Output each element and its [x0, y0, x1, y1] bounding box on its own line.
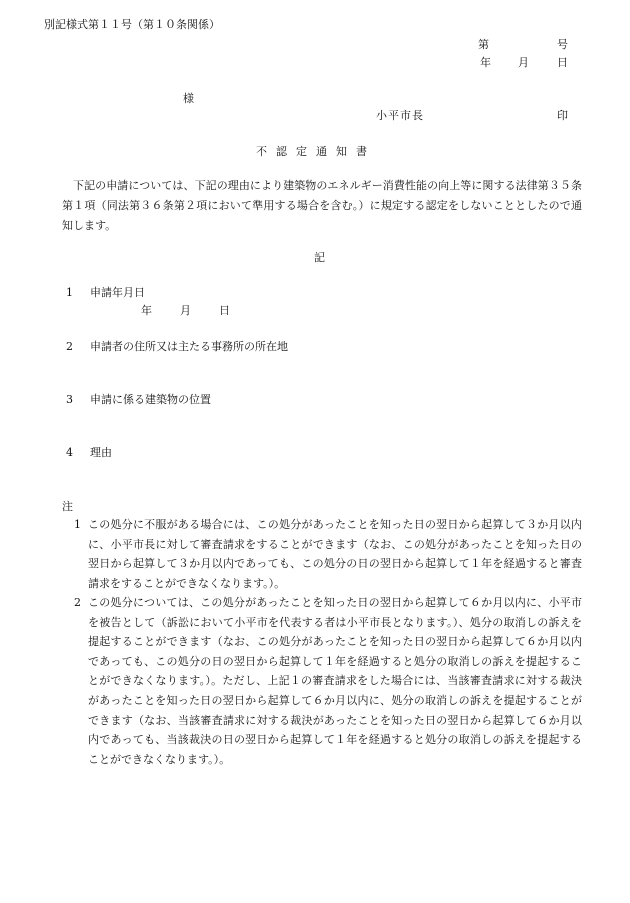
note-1-number: 1: [74, 518, 81, 531]
item-1-day: 日: [219, 304, 230, 317]
record-heading: 記: [314, 251, 325, 264]
addressee-honorific: 様: [183, 92, 194, 105]
note-1-text: この処分に不服がある場合には、この処分があったことを知った日の翌日から起算して３か月以内に、小平市長に対して審査請求をすることができます（なお、この処分があったことを知った日の翌日から起算して３か月以内であっても、この処分の日の翌日から起算して１年を経過すると審査請求をすることができなくなります。）。: [88, 518, 582, 590]
note-2-number: 2: [74, 596, 81, 609]
item-1-year: 年: [141, 304, 152, 317]
note-item-1: [74, 515, 582, 593]
item-1-label: 申請年月日: [90, 286, 145, 299]
item-4-number: 4: [66, 446, 73, 459]
issue-date-year: 年: [480, 56, 491, 69]
note-2-text: この処分については、この処分があったことを知った日の翌日から起算して６か月以内に、小平市を被告として（訴訟において小平市を代表する者は小平市長となります。）、処分の取消しの訴えを提起することができます（なお、この処分があったことを知った日の翌日から起算して６か月以内であっても、この処分の日の翌日から起算して１年を経過すると処分の取消しの訴えを提起することができなくなります。）。ただし、上記１の審査請求をした場合には、当該審査請求に対する裁決があったことを知った日の翌日から起算して６か月以内に、処分の取消しの訴えを提起することができます（なお、当該審査請求に対する裁決があったことを知った日の翌日から起算して６か月以内であっても、当該裁決の日の翌日から起算して１年を経過すると処分の取消しの訴えを提起することができなくなります。）。: [88, 596, 582, 766]
item-3-number: 3: [66, 393, 73, 406]
note-item-2: [74, 593, 582, 769]
item-1-month: 月: [180, 304, 191, 317]
item-4-label: 理由: [90, 446, 112, 459]
issuer-seal: 印: [557, 109, 568, 122]
notes-heading: 注: [62, 500, 73, 513]
body-paragraph: 下記の申請については、下記の理由により建築物のエネルギー消費性能の向上等に関する法律第３５条第１項（同法第３６条第２項において準用する場合を含む。）に規定する認定をしないこととしたので通知します。: [62, 179, 582, 232]
document-title: 不認定通知書: [256, 145, 376, 158]
form-label: 別記様式第１１号（第１０条関係）: [44, 18, 220, 31]
document-number-suffix: 号: [557, 38, 568, 51]
document-number-prefix: 第: [478, 38, 489, 51]
item-3-label: 申請に係る建築物の位置: [90, 393, 211, 406]
item-1-number: 1: [66, 286, 73, 299]
item-2-number: 2: [66, 340, 73, 353]
issue-date-day: 日: [557, 56, 568, 69]
issue-date-month: 月: [518, 56, 529, 69]
issuer-name: 小平市長: [376, 109, 424, 122]
item-2-label: 申請者の住所又は主たる事務所の所在地: [90, 340, 288, 353]
